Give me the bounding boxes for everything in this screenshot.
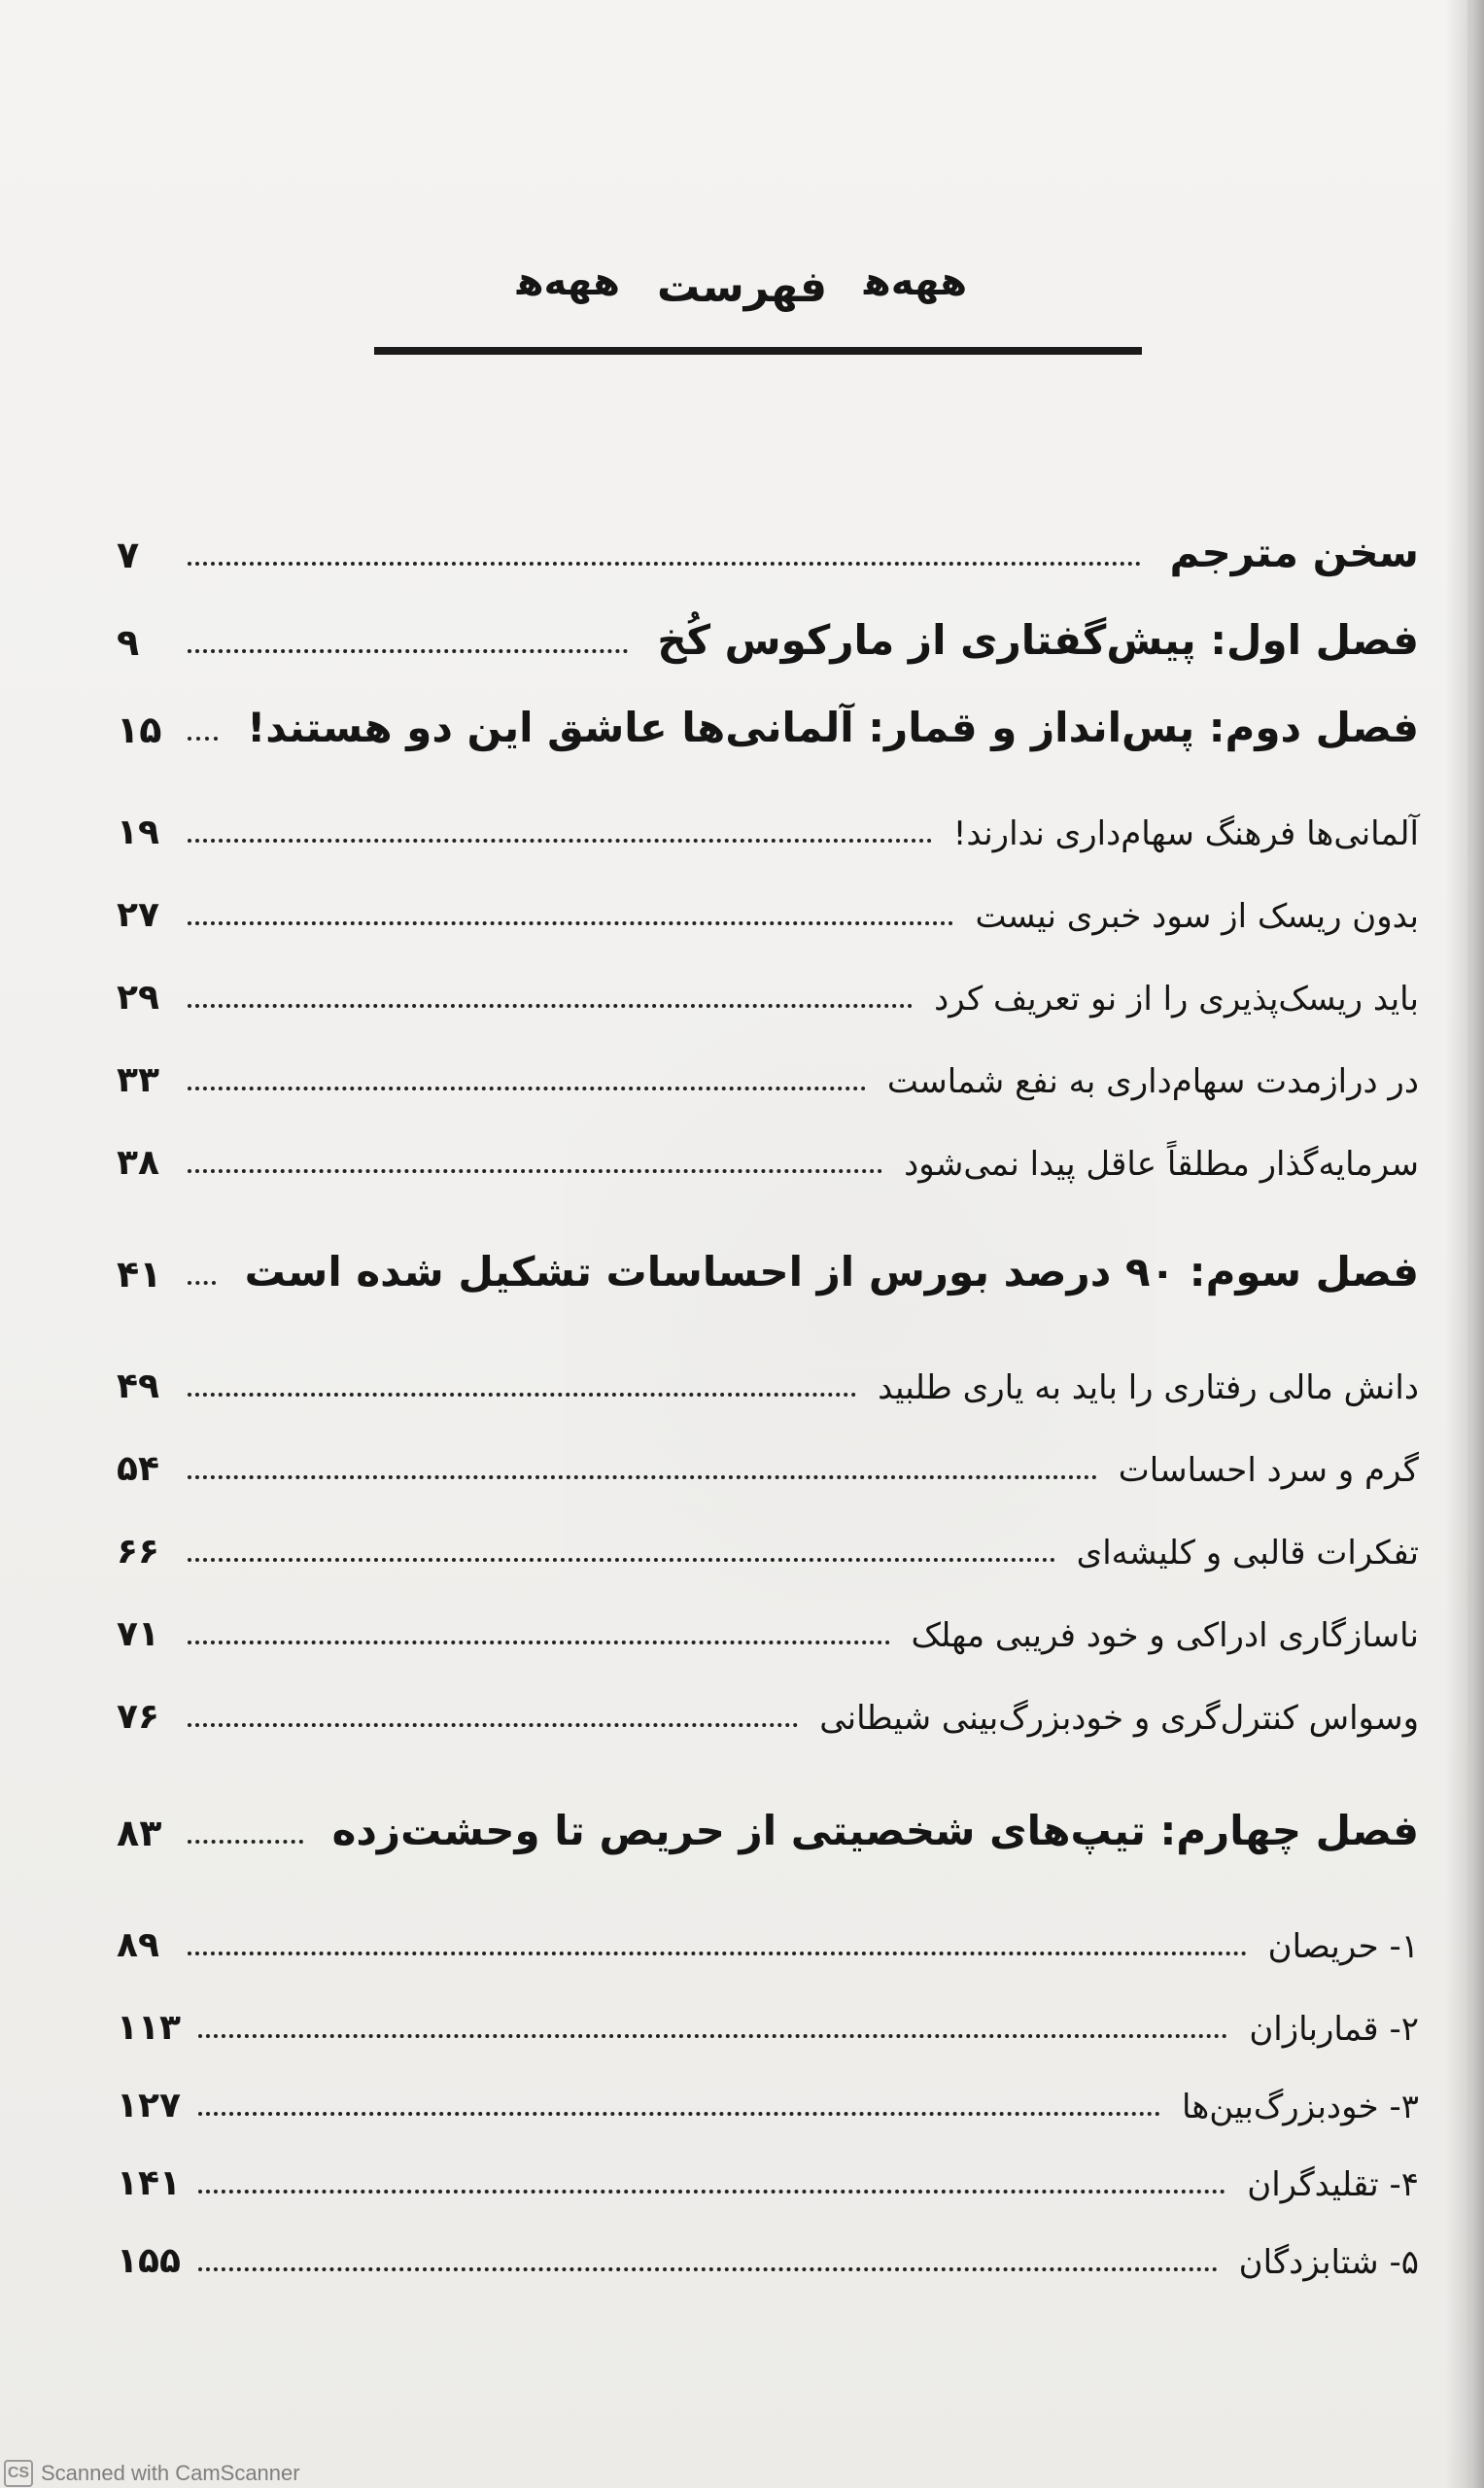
page-number: ۹ bbox=[117, 621, 140, 664]
toc-subsection-row bbox=[117, 2133, 1419, 2204]
camscanner-logo-icon: CS bbox=[4, 2460, 33, 2487]
page-number: ۵۴ bbox=[117, 1449, 159, 1489]
section-title: سرمایه‌گذار مطلقاً عاقل پیدا نمی‌شود bbox=[904, 1145, 1419, 1184]
page-number: ۱۹ bbox=[117, 812, 159, 852]
title-ornament-left: ﻫﻬﻪﻫ bbox=[516, 259, 620, 304]
section-title: دانش مالی رفتاری را باید به یاری طلبید bbox=[878, 1368, 1419, 1407]
section-title: گرم و سرد احساسات bbox=[1118, 1451, 1419, 1490]
toc-subsection-row bbox=[117, 1895, 1419, 1966]
section-title: بدون ریسک از سود خبری نیست bbox=[975, 897, 1419, 936]
toc-chapter-row bbox=[117, 1783, 1419, 1854]
page-number: ۳۸ bbox=[117, 1143, 159, 1183]
dot-leader bbox=[188, 1558, 1055, 1562]
section-title: ۵- شتابزدگان bbox=[1238, 2243, 1419, 2282]
toc-header bbox=[0, 259, 1484, 312]
toc-subsection-row bbox=[117, 1419, 1419, 1490]
title-underline bbox=[374, 347, 1142, 355]
page-number: ۷ bbox=[117, 534, 140, 576]
page-number: ۳۳ bbox=[117, 1060, 159, 1100]
section-title: ۳- خودبزرگ‌بین‌ها bbox=[1181, 2088, 1419, 2126]
toc-subsection-row bbox=[117, 782, 1419, 853]
dot-leader bbox=[188, 921, 953, 925]
page-number: ۱۲۷ bbox=[117, 2086, 181, 2125]
dot-leader bbox=[198, 2112, 1160, 2116]
toc-subsection-row bbox=[117, 1113, 1419, 1184]
title-ornament-right: ﻫﻬﻪﻫ bbox=[864, 259, 968, 304]
page-number: ۴۹ bbox=[117, 1366, 159, 1406]
toc-chapter-row bbox=[117, 680, 1419, 751]
section-title: ناسازگاری ادراکی و خود فریبی مهلک bbox=[911, 1616, 1419, 1655]
dot-leader bbox=[188, 1087, 866, 1090]
section-title: آلمانی‌ها فرهنگ سهام‌داری ندارند! bbox=[952, 814, 1419, 853]
toc-subsection-row bbox=[117, 1502, 1419, 1570]
toc-subsection-row bbox=[117, 865, 1419, 936]
dot-leader bbox=[198, 2267, 1218, 2271]
toc-subsection-row bbox=[117, 1667, 1419, 1738]
page-number: ۱۱۳ bbox=[117, 2008, 181, 2048]
section-title: ۲- قماربازان bbox=[1249, 2010, 1419, 2049]
dot-leader bbox=[188, 1281, 216, 1285]
dot-leader bbox=[188, 1952, 1247, 1955]
dot-leader bbox=[188, 737, 218, 741]
dot-leader bbox=[188, 1723, 798, 1727]
dot-leader bbox=[188, 1393, 856, 1397]
dot-leader bbox=[188, 649, 628, 653]
page-number: ۷۱ bbox=[117, 1614, 159, 1654]
section-title: باید ریسک‌پذیری را از نو تعریف کرد bbox=[934, 980, 1419, 1019]
page-number: ۲۷ bbox=[117, 895, 159, 935]
section-title: در درازمدت سهام‌داری به نفع شماست bbox=[886, 1062, 1419, 1101]
page-number: ۸۳ bbox=[117, 1812, 162, 1854]
dot-leader bbox=[198, 2034, 1227, 2038]
toc-chapter-row bbox=[117, 593, 1419, 664]
toc-chapter-row bbox=[117, 1225, 1419, 1296]
toc-subsection-row bbox=[117, 1978, 1419, 2049]
dot-leader bbox=[188, 562, 1141, 566]
toc-subsection-row bbox=[117, 948, 1419, 1019]
chapter-title: فصل چهارم: تیپ‌های شخصیتی از حریص تا وحشت‌زده bbox=[331, 1807, 1419, 1854]
scan-caption: Scanned with CamScanner bbox=[41, 2461, 300, 2485]
dot-leader bbox=[188, 1641, 890, 1644]
section-title: ۱- حریصان bbox=[1267, 1927, 1419, 1966]
toc-subsection-row bbox=[117, 2056, 1419, 2124]
chapter-title: فصل سوم: ۹۰ درصد بورس از احساسات تشکیل شده است bbox=[244, 1248, 1419, 1296]
page-number: ۷۶ bbox=[117, 1697, 159, 1737]
page-number: ۱۵ bbox=[117, 708, 162, 751]
page-number: ۱۵۵ bbox=[117, 2241, 181, 2281]
title-row bbox=[516, 259, 968, 312]
page-title: فهرست bbox=[656, 262, 828, 312]
page-number: ۶۶ bbox=[117, 1532, 159, 1572]
toc-subsection-row bbox=[117, 2211, 1419, 2282]
page-number: ۱۴۱ bbox=[117, 2163, 181, 2203]
camscanner-footer bbox=[0, 2459, 383, 2488]
dot-leader bbox=[188, 1475, 1097, 1479]
dot-leader bbox=[188, 1840, 303, 1844]
dot-leader bbox=[188, 839, 932, 843]
chapter-title: سخن مترجم bbox=[1169, 529, 1419, 576]
page-number: ۲۹ bbox=[117, 978, 159, 1018]
section-title: ۴- تقلیدگران bbox=[1247, 2165, 1419, 2204]
toc-subsection-row bbox=[117, 1030, 1419, 1101]
dot-leader bbox=[198, 2190, 1225, 2194]
section-title: تفکرات قالبی و کلیشه‌ای bbox=[1076, 1534, 1419, 1572]
toc-subsection-row bbox=[117, 1336, 1419, 1407]
toc-chapter-row bbox=[117, 505, 1419, 576]
section-title: وسواس کنترل‌گری و خودبزرگ‌بینی شیطانی bbox=[819, 1699, 1419, 1738]
toc-subsection-row bbox=[117, 1584, 1419, 1655]
dot-leader bbox=[188, 1169, 882, 1173]
chapter-title: فصل دوم: پس‌انداز و قمار: آلمانی‌ها عاشق این دو هستند! bbox=[247, 704, 1419, 751]
page-number: ۴۱ bbox=[117, 1253, 162, 1296]
dot-leader bbox=[188, 1004, 913, 1008]
page-number: ۸۹ bbox=[117, 1925, 159, 1965]
chapter-title: فصل اول: پیش‌گفتاری از مارکوس کُخ bbox=[657, 616, 1419, 664]
